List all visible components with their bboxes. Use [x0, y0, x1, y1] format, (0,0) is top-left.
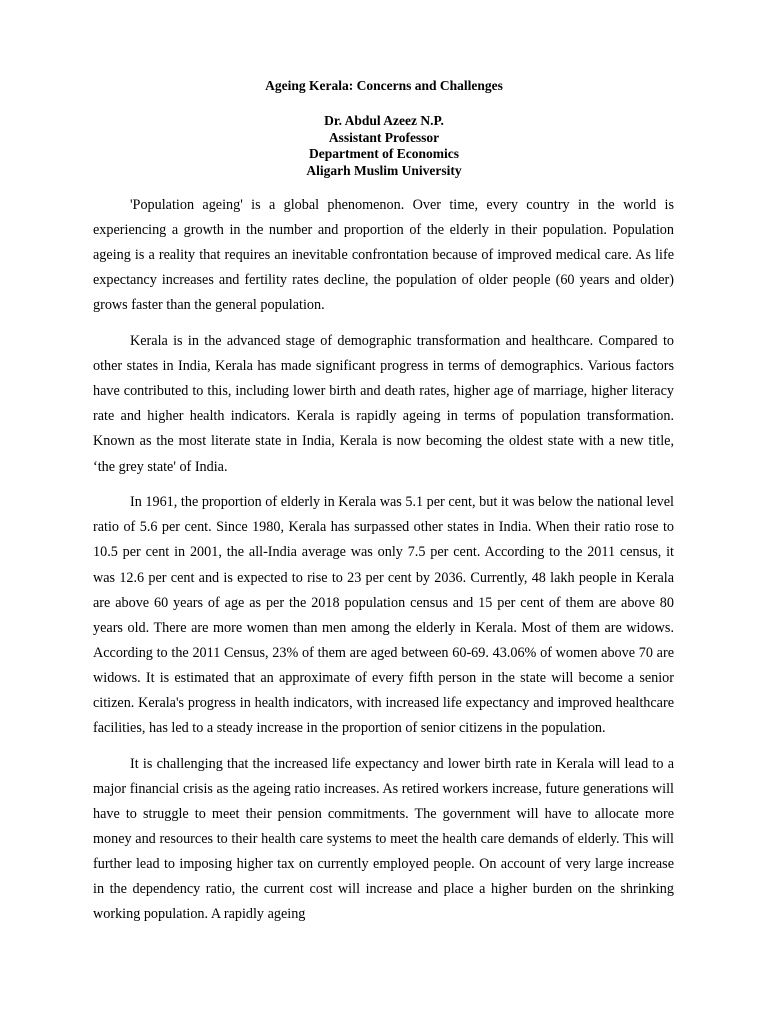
document-title: Ageing Kerala: Concerns and Challenges [265, 78, 503, 93]
paragraph: It is challenging that the increased life expectancy and lower birth rate in Kerala will lead to a major financial crisis as the ageing ratio increases. As retired workers increase, future generations will have to struggle to meet their pension commitments. The government will have to allocate more money and resources to their health care systems to meet the health care demands of elderly. This will further lead to imposing higher tax on currently employed people. On account of very large increase in the dependency ratio, the current cost will increase and place a higher burden on the shrinking working population. A rapidly ageing [93, 755, 674, 923]
paragraph: In 1961, the proportion of elderly in Kerala was 5.1 per cent, but it was below the national level ratio of 5.6 per cent. Since 1980, Kerala has surpassed other states in India. When their ratio rose to 10.5 per cent in 2001, the all-India average was only 7.5 per cent. According to the 2011 census, it was 12.6 per cent and is expected to rise to 23 per cent by 2036. Currently, 48 lakh people in Kerala are above 60 years of age as per the 2018 population census and 15 per cent of them are above 80 years old. There are more women than men among the elderly in Kerala. Most of them are widows. According to the 2011 Census, 23% of them are aged between 60-69. 43.06% of women above 70 are widows. It is estimated that an approximate of every fifth person in the state will become a senior citizen. Kerala's progress in health indicators, with increased life expectancy and improved healthcare facilities, has led to a steady increase in the proportion of senior citizens in the population. [93, 494, 674, 737]
author-block [0, 113, 768, 180]
body-text [93, 193, 674, 938]
author-name: Dr. Abdul Azeez N.P. [324, 113, 444, 128]
paragraph: Kerala is in the advanced stage of demographic transformation and healthcare. Compared to other states in India, Kerala has made significant progress in terms of demographics. Various factors have contributed to this, including lower birth and death rates, higher age of marriage, higher literacy rate and higher health indicators. Kerala is rapidly ageing in terms of population transformation. Known as the most literate state in India, Kerala is now becoming the oldest state with a new title, ‘the grey state' of India. [93, 333, 674, 475]
author-position: Assistant Professor [328, 129, 440, 145]
author-institution: Aligarh Muslim University [306, 163, 462, 179]
paragraph: 'Population ageing' is a global phenomenon. Over time, every country in the world is experiencing a growth in the number and proportion of the elderly in their population. Population ageing is a reality that requires an inevitable confrontation because of improved medical care. As life expectancy increases and fertility rates decline, the population of older people (60 years and older) grows faster than the general population. [93, 197, 674, 314]
author-department: Department of Economics [309, 146, 459, 162]
